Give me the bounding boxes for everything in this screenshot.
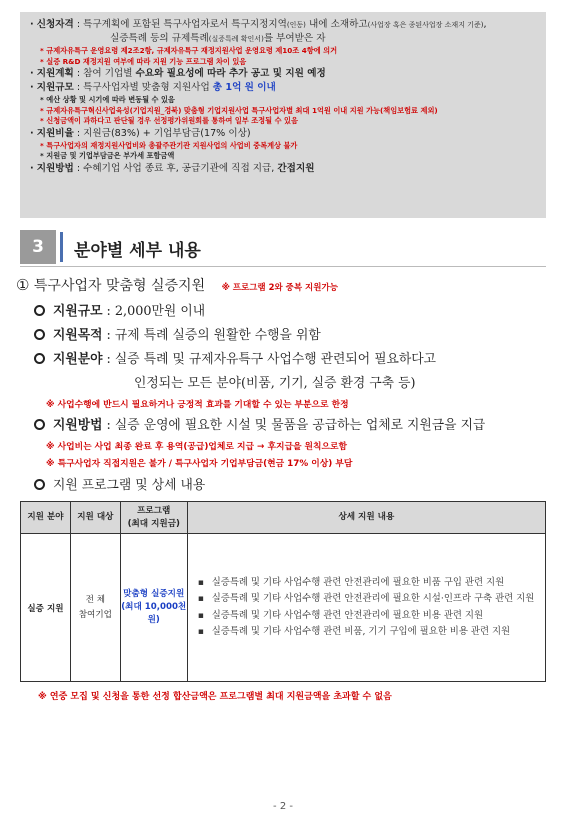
ratio-text: 지원금(83%) + 기업부담금(17% 이상) [83,127,251,139]
scale-note-red-2: * 신청금액이 과하다고 판단될 경우 선정평가위원회를 통하여 일부 조정될 수 있음 [40,116,298,125]
bullet: · [30,82,34,93]
method-row: · 지원방법 : 수혜기업 사업 종료 후, 공급기관에 직접 지급, 간접지원 [30,162,315,174]
bullet: · [30,127,34,139]
circle-bullet-icon [34,305,45,316]
header-details: 상세 지원 내용 [187,502,545,534]
field-note: ※ 사업수행에 반드시 필요하거나 긍정적 효과를 기대할 수 있는 부분으로 한정 [46,400,349,410]
cell-target-line-1: 전 체 [85,594,105,605]
scale-note-red-1: * 규제자유특구혁신사업육성(기업지원_경북) 맞춤형 기업지원사업 특구사업자별 최대 1억원 이내 지원 가능(책임보험료 제외) [40,105,438,115]
program-detail-table [20,501,546,682]
circle-bullet-icon [34,353,45,364]
qualification-text-a: 특구계획에 포함된 특구사업자로서 특구지정지역 [83,19,287,30]
field-line [34,348,436,367]
purpose-label: 지원목적 [53,328,103,343]
circle-bullet-icon [34,419,45,430]
qualification-text-d: 실증특례 등의 규제특례 [110,33,209,44]
field-value-1: : 실증 특례 및 규제자유특구 사업수행 관련되어 필요하다고 [106,352,436,367]
ratio-note-red-1: * 특구사업자의 재정지원사업비와 총괄주관기관 지원사업의 사업비 중복계상 불가 [40,140,298,150]
cell-program-line-2: (최대 10,000천원) [121,602,187,625]
qualification-row-2 [30,32,536,46]
section-divider-bar [60,232,63,262]
method-note-2: ※ 특구사업자 직접지원은 불가 / 특구사업자 기업부담금(현금 17% 이상) 부담 [46,459,353,469]
method-value: : 실증 운영에 필요한 시설 및 물품을 공급하는 업체로 지원금을 지급 [106,418,486,433]
program-label: 지원 프로그램 및 상세 내용 [53,478,206,493]
header-program-line-1: 프로그램 [137,505,171,516]
qualification-text-e: 를 부여받은 자 [263,33,326,44]
table-header-row [21,502,546,534]
qualification-note-1: * 규제자유특구 운영요령 제2조2항, 규제자유특구 재정지원사업 운영요령 제10조 4항에 의거 [40,46,338,55]
bullet: · [30,19,34,30]
list-item: ▪ 실증특례 및 기타 사업수행 관련 안전관리에 필요한 비품 구입 관련 지원 [198,575,535,592]
cell-field: 실증 지원 [21,534,71,682]
bullet: · [30,68,34,79]
ratio-note-black-1: * 지원금 및 기업부담금은 부가세 포함금액 [40,151,175,160]
scale-highlight: 총 1억 원 이내 [212,82,276,93]
cell-program-line-1: 맞춤형 실증지원 [123,589,185,599]
section-number: 3 [20,230,56,264]
plan-text: 참여 기업별 [83,68,136,79]
list-item: ▪ 실증특례 및 기타 사업수행 관련 비품, 기기 구입에 필요한 비용 관련 지원 [198,624,535,641]
list-item: ▪ 실증특례 및 기타 사업수행 관련 안전관리에 필요한 시설·인프라 구축 관련 지원 [198,591,535,608]
summary-box [20,12,546,218]
cell-program [120,534,187,682]
footer-note: ※ 연중 모집 및 신청을 통한 선정 합산금액은 프로그램별 최대 지원금액을 초과할 수 없음 [38,692,392,702]
scale-note-black-1: * 예산 상황 및 시기에 따라 변동될 수 있음 [40,95,175,104]
page-number: - 2 - [273,801,293,812]
section-heading [20,230,546,264]
qualification-small-b: (사업장 혹은 종된사업장 소재지 기준) [367,21,484,29]
item-number: ① [16,276,30,294]
method-label: 지원방법 [53,418,103,433]
scale-term: 지원규모 [36,82,74,93]
method-text: 수혜기업 사업 종료 후, 공급기관에 직접 지급, [83,162,278,174]
method-line [34,414,485,433]
program-line [34,474,205,493]
circle-bullet-icon [34,329,45,340]
cell-target [70,534,120,682]
header-program-line-2: (최대 지원금) [127,518,180,529]
details-list [198,575,535,641]
method-note-1: ※ 사업비는 사업 최종 완료 후 용역(공급)업체로 지급 → 후지급을 원칙으로함 [46,442,348,452]
qualification-small-a: (인동) [286,21,306,29]
section-underline [20,266,546,267]
bullet: · [30,162,34,174]
cell-details [187,534,545,682]
cell-target-line-2: 참여기업 [78,609,112,620]
item-heading [16,275,338,295]
scale-value: : 2,000만원 이내 [106,304,206,319]
field-label: 지원분야 [53,352,103,367]
item-note: ※ 프로그램 2와 중복 지원가능 [221,283,338,293]
scale-label: 지원규모 [53,304,103,319]
purpose-line [34,324,321,343]
qualification-note-2: * 실증 R&D 재정지원 여부에 따라 지원 기능 프로그램 차이 있음 [40,56,247,66]
ratio-row: · 지원비율 : 지원금(83%) + 기업부담금(17% 이상) [30,127,251,139]
header-field: 지원 분야 [21,502,71,534]
table-row [21,534,546,682]
method-term: 지원방법 [36,162,74,174]
purpose-value: : 규제 특례 실증의 원활한 수행을 위함 [106,328,321,343]
method-bold-text: 간접지원 [277,162,315,174]
field-value-2: 인정되는 모든 분야(비품, 기기, 실증 환경 구축 등) [134,376,416,391]
header-target: 지원 대상 [70,502,120,534]
header-program [120,502,187,534]
qualification-comma: , [483,19,487,30]
qualification-term: 신청자격 [36,19,74,30]
plan-term: 지원계획 [36,68,74,79]
scale-line [34,300,205,319]
qualification-row: · 신청자격 : 특구계획에 포함된 특구사업자로서 특구지정지역(인동) 내에 소재하고(사업장 혹은 종된사업장 소재지 기준), [30,19,487,30]
item-title: 특구사업자 맞춤형 실증지원 [33,278,206,294]
qualification-small-d: (실증특례 확인서) [208,35,264,43]
scale-text: 특구사업자별 맞춤형 지원사업 [83,82,213,93]
section-title: 분야별 세부 내용 [74,241,201,261]
scale-row: · 지원규모 : 특구사업자별 맞춤형 지원사업 총 1억 원 이내 [30,82,276,93]
circle-bullet-icon [34,479,45,490]
plan-bold-text: 수요와 필요성에 따라 추가 공고 및 지원 예정 [135,68,326,79]
field-line-2 [134,372,415,391]
ratio-term: 지원비율 [36,127,74,139]
list-item: ▪ 실증특례 및 기타 사업수행 관련 안전관리에 필요한 비용 관련 지원 [198,608,535,625]
qualification-text-b: 내에 소재하고 [308,19,368,30]
plan-row: · 지원계획 : 참여 기업별 수요와 필요성에 따라 추가 공고 및 지원 예정 [30,68,326,79]
